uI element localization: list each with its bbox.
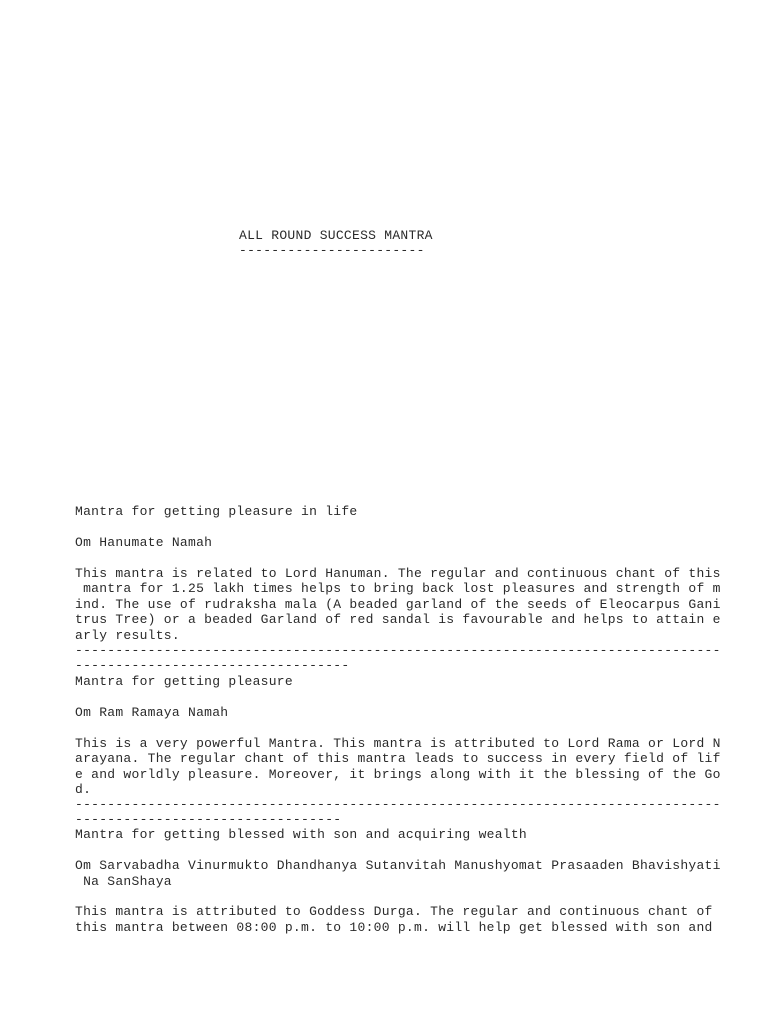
- body-line: ind. The use of rudraksha mala (A beaded garland of the seeds of Eleocarpus Gani: [75, 597, 721, 612]
- section-heading: Mantra for getting blessed with son and acquiring wealth: [75, 827, 527, 842]
- body-line: This mantra is attributed to Goddess Durga. The regular and continuous chant of: [75, 904, 713, 919]
- mantra-text: Na SanShaya: [75, 874, 172, 889]
- body-line: This mantra is related to Lord Hanuman. The regular and continuous chant of this: [75, 566, 721, 581]
- body-line: trus Tree) or a beaded Garland of red sandal is favourable and helps to attain e: [75, 612, 721, 627]
- title-underline: -----------------------: [239, 243, 425, 258]
- separator-line: ----------------------------------: [75, 658, 350, 673]
- section-heading: Mantra for getting pleasure in life: [75, 504, 358, 519]
- body-line: mantra for 1.25 lakh times helps to bring back lost pleasures and strength of m: [75, 581, 721, 596]
- mantra-text: Om Ram Ramaya Namah: [75, 705, 229, 720]
- separator-line: --------------------------------------------------------------------------------: [75, 797, 721, 812]
- mantra-text: Om Hanumate Namah: [75, 535, 213, 550]
- body-line: this mantra between 08:00 p.m. to 10:00 p.m. will help get blessed with son and: [75, 920, 713, 935]
- separator-line: --------------------------------------------------------------------------------: [75, 643, 721, 658]
- body-line: d.: [75, 782, 92, 797]
- body-line: This is a very powerful Mantra. This mantra is attributed to Lord Rama or Lord N: [75, 736, 721, 751]
- body-line: e and worldly pleasure. Moreover, it brings along with it the blessing of the Go: [75, 767, 721, 782]
- body-line: arayana. The regular chant of this mantra leads to success in every field of lif: [75, 751, 721, 766]
- body-line: arly results.: [75, 628, 180, 643]
- mantra-text: Om Sarvabadha Vinurmukto Dhandhanya Sutanvitah Manushyomat Prasaaden Bhavishyati: [75, 858, 721, 873]
- document-title: ALL ROUND SUCCESS MANTRA: [239, 228, 433, 243]
- separator-line: ---------------------------------: [75, 812, 342, 827]
- section-heading: Mantra for getting pleasure: [75, 674, 293, 689]
